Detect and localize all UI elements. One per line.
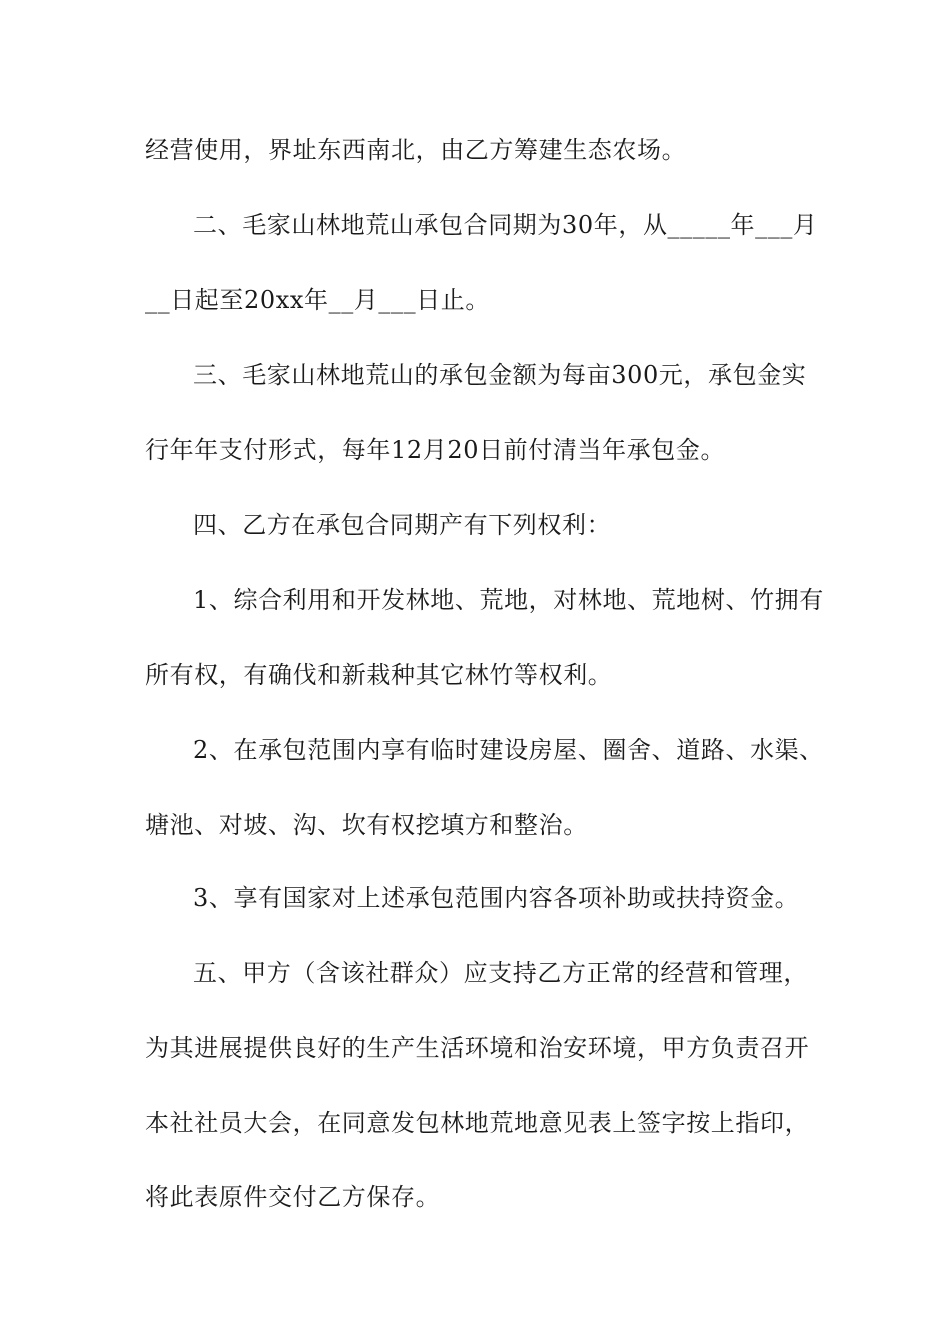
text-line-15: 将此表原件交付乙方保存。: [145, 1183, 441, 1211]
text-line-3: __日起至20xx年__月___日止。: [145, 286, 491, 314]
text-line-13: 为其进展提供良好的生产生活环境和治安环境，甲方负责召开: [145, 1034, 810, 1062]
text-line-2: 二、毛家山林地荒山承包合同期为30年，从_____年___月: [193, 211, 818, 239]
text-line-11: 3、享有国家对上述承包范围内容各项补助或扶持资金。: [193, 884, 800, 912]
text-line-9: 2、在承包范围内享有临时建设房屋、圈舍、道路、水渠、: [193, 736, 824, 764]
text-line-14: 本社社员大会，在同意发包林地荒地意见表上签字按上指印，: [145, 1109, 810, 1137]
text-line-1: 经营使用，界址东西南北，由乙方筹建生态农场。: [145, 136, 687, 164]
text-line-12: 五、甲方（含该社群众）应支持乙方正常的经营和管理，: [193, 959, 808, 987]
text-line-8: 所有权，有确伐和新栽种其它林竹等权利。: [145, 661, 613, 689]
text-line-6: 四、乙方在承包合同期产有下列权利：: [193, 511, 612, 539]
text-line-5: 行年年支付形式，每年12月20日前付清当年承包金。: [145, 436, 726, 464]
text-line-7: 1、综合利用和开发林地、荒地，对林地、荒地树、竹拥有: [193, 586, 824, 614]
text-line-4: 三、毛家山林地荒山的承包金额为每亩300元，承包金实: [193, 361, 807, 389]
text-line-10: 塘池、对坡、沟、坎有权挖填方和整治。: [145, 811, 588, 839]
